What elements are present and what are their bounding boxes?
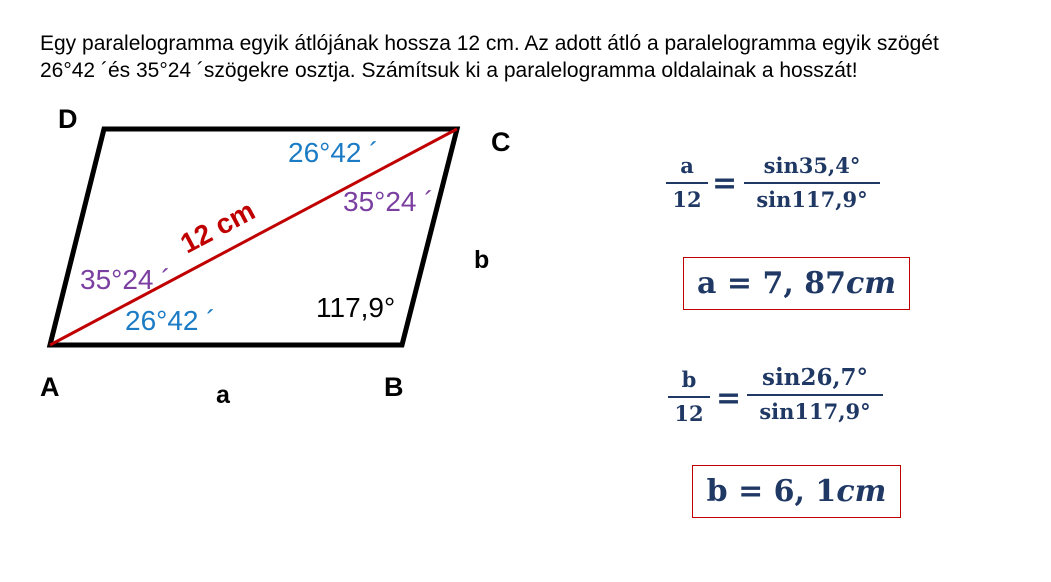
- side-label-a: a: [216, 381, 230, 409]
- eq1-numerator: a: [680, 153, 694, 178]
- eq2-lhs-fraction: [668, 367, 710, 427]
- eq2-denominator: 12: [674, 401, 704, 426]
- angle-label-a-top: 35°24 ´: [80, 264, 171, 295]
- eq2-numerator: b: [681, 367, 697, 392]
- angle-label-c-top: 26°42 ´: [288, 137, 379, 168]
- result-b-value: b = 6, 1: [706, 474, 837, 509]
- eq2-rhs-denominator: sin117,9°: [759, 399, 871, 424]
- diagonal-ac: [50, 129, 457, 345]
- vertex-label-c: C: [491, 127, 511, 157]
- vertex-label-a: A: [40, 372, 60, 402]
- result-a-box: [683, 257, 910, 310]
- eq1-denominator: 12: [672, 187, 702, 212]
- side-label-b: b: [474, 246, 490, 274]
- eq1-rhs-numerator: sin35,4°: [763, 153, 861, 178]
- eq2-lhs-fraction-bar: [668, 396, 710, 398]
- angle-label-b: 117,9°: [316, 292, 396, 323]
- eq2-rhs-fraction-bar: [747, 394, 883, 396]
- eq2-rhs-numerator: sin26,7°: [762, 364, 868, 391]
- parallelogram-figure: [0, 0, 560, 420]
- problem-line-2: 26°42 ´és 35°24 ´szögekre osztja. Számítsuk ki a paralelogramma oldalainak a hosszát!: [40, 59, 858, 82]
- eq1-equals: =: [712, 166, 738, 201]
- angle-label-c-bottom: 35°24 ´: [343, 186, 434, 217]
- result-b-box: [692, 465, 901, 518]
- eq1-lhs-fraction: [666, 153, 708, 213]
- vertex-label-d: D: [58, 104, 78, 134]
- result-a-value: a = 7, 87: [697, 266, 846, 301]
- diagonal-length-label: 12 cm: [175, 194, 260, 260]
- eq1-rhs-fraction-bar: [744, 182, 880, 184]
- result-b-unit: cm: [836, 474, 887, 509]
- eq1-lhs-fraction-bar: [666, 182, 708, 184]
- result-a-unit: cm: [845, 266, 896, 301]
- eq2-rhs-fraction: [747, 365, 883, 425]
- eq1-rhs-denominator: sin117,9°: [756, 187, 868, 212]
- problem-line-1: Egy paralelogramma egyik átlójának hossza 12 cm. Az adott átló a paralelogramma egyik szögét: [40, 32, 939, 55]
- angle-label-a-bottom: 26°42 ´: [125, 305, 216, 336]
- vertex-label-b: B: [384, 372, 404, 402]
- eq2-equals: =: [716, 381, 742, 416]
- eq1-rhs-fraction: [744, 153, 880, 213]
